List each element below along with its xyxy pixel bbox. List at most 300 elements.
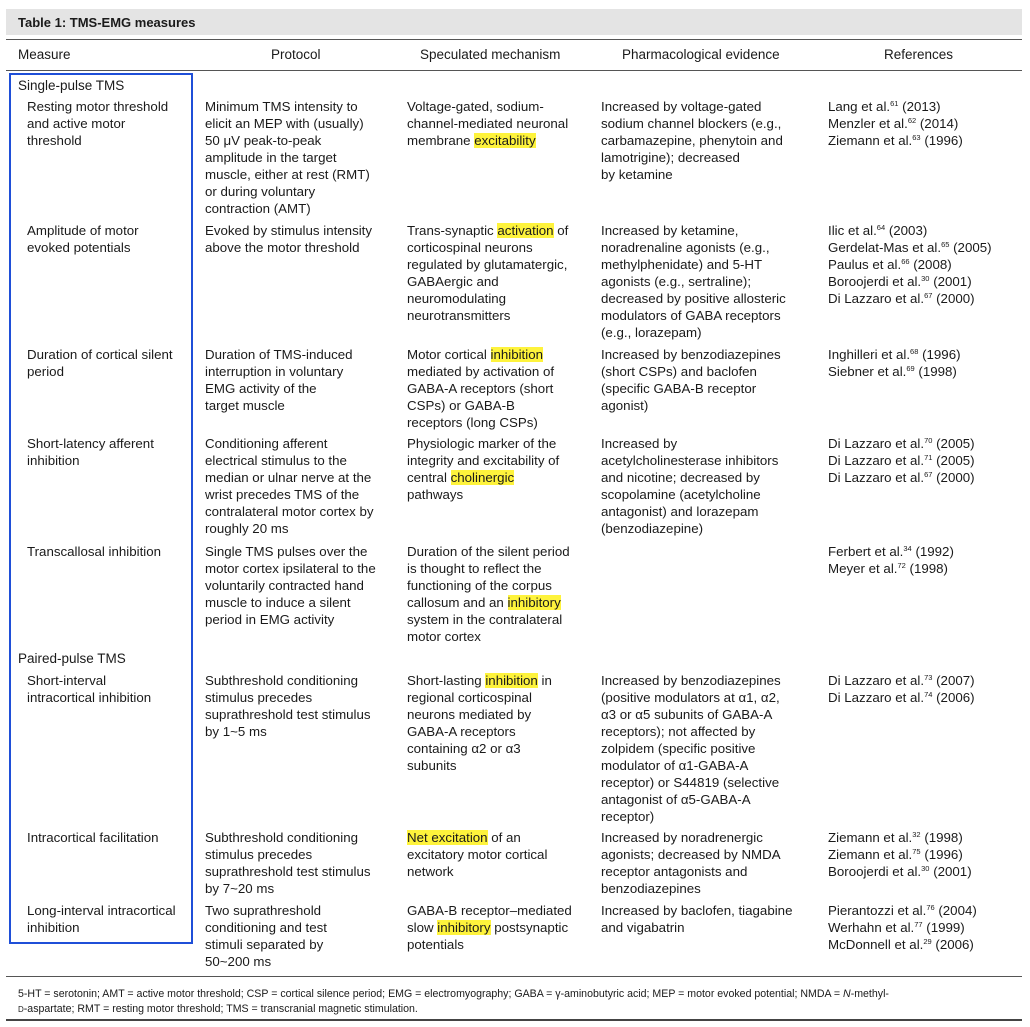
protocol-line: stimulus precedes	[205, 847, 313, 862]
reference-author: Gerdelat-Mas et al.	[828, 240, 942, 255]
mechanism-text: pathways	[407, 487, 464, 502]
evidence-line: carbamazepine, phenytoin and	[601, 133, 783, 148]
evidence-line: (positive modulators at α1, α2,	[601, 690, 780, 705]
mechanism-line	[407, 936, 572, 953]
evidence-line: modulator of α1-GABA-A	[601, 758, 749, 773]
reference-year: (1998)	[918, 364, 957, 379]
reference-year: (2000)	[936, 470, 975, 485]
reference-number: 73	[924, 673, 933, 682]
evidence-line: antagonist) and lorazepam	[601, 504, 759, 519]
measure-line: inhibition	[27, 920, 80, 935]
reference-number: 72	[897, 561, 906, 570]
measure-line: evoked potentials	[27, 240, 131, 255]
header-protocol: Protocol	[271, 47, 321, 62]
mechanism-text: potentials	[407, 937, 464, 952]
measure-line: period	[27, 364, 64, 379]
measure-line: Short-latency afferent	[27, 436, 154, 451]
reference-number: 64	[876, 223, 886, 232]
reference-year: (1998)	[924, 830, 963, 845]
reference-entry	[828, 560, 954, 577]
mechanism-text: membrane	[407, 133, 475, 148]
reference-entry	[828, 290, 992, 307]
reference-author: Di Lazzaro et al.	[828, 453, 925, 468]
evidence-line: sodium channel blockers (e.g.,	[601, 116, 782, 131]
reference-entry	[828, 469, 975, 486]
reference-year: (2001)	[933, 274, 972, 289]
protocol-line: Two suprathreshold	[205, 903, 322, 918]
reference-entry	[828, 273, 992, 290]
header-evidence: Pharmacological evidence	[622, 47, 780, 62]
mechanism-text: Duration of the silent period	[407, 544, 570, 559]
header-references: References	[884, 47, 954, 62]
protocol-line: motor cortex ipsilateral to the	[205, 561, 376, 576]
mechanism-text: channel-mediated neuronal	[407, 116, 569, 131]
mechanism-line	[407, 414, 554, 431]
measure-line: Long-interval intracortical	[27, 903, 176, 918]
reference-author: Ziemann et al.	[828, 830, 913, 845]
cell-mechanism	[407, 435, 559, 503]
evidence-line: methylphenidate) and 5-HT	[601, 257, 763, 272]
reference-author: Pierantozzi et al.	[828, 903, 927, 918]
mechanism-line	[407, 723, 552, 740]
header-top-rule	[6, 39, 1022, 40]
group-paired-pulse: Paired-pulse TMS	[18, 651, 126, 666]
reference-number: 30	[921, 864, 930, 873]
reference-year: (1999)	[926, 920, 965, 935]
reference-number: 67	[924, 291, 933, 300]
mechanism-line	[407, 628, 570, 645]
highlighted-keyword: inhibitory	[437, 920, 491, 935]
reference-number: 29	[923, 937, 932, 946]
cell-protocol	[205, 543, 376, 628]
mechanism-line	[407, 902, 572, 919]
protocol-line: suprathreshold test stimulus	[205, 707, 371, 722]
footnote-bottom-rule	[6, 1019, 1022, 1021]
mechanism-text: receptors (long CSPs)	[407, 415, 538, 430]
reference-year: (2005)	[953, 240, 992, 255]
mechanism-text: subunits	[407, 758, 457, 773]
protocol-line: Evoked by stimulus intensity	[205, 223, 373, 238]
reference-number: 63	[912, 133, 921, 142]
mechanism-text: regulated by glutamatergic,	[407, 257, 568, 272]
mechanism-line	[407, 740, 552, 757]
reference-number: 74	[924, 690, 933, 699]
mechanism-text: integrity and excitability of	[407, 453, 560, 468]
mechanism-text: containing α2 or α3	[407, 741, 521, 756]
reference-year: (2001)	[933, 864, 972, 879]
mechanism-line	[407, 594, 570, 611]
reference-year: (2008)	[913, 257, 952, 272]
reference-entry	[828, 115, 963, 132]
cell-protocol	[205, 98, 370, 217]
protocol-line: Duration of TMS-induced	[205, 347, 353, 362]
reference-author: Di Lazzaro et al.	[828, 673, 925, 688]
evidence-line: (short CSPs) and baclofen	[601, 364, 757, 379]
mechanism-text: neurotransmitters	[407, 308, 511, 323]
reference-author: Boroojerdi et al.	[828, 864, 922, 879]
cell-evidence	[601, 672, 781, 825]
protocol-line: voluntarily contracted hand	[205, 578, 364, 593]
mechanism-line	[407, 290, 568, 307]
reference-entry	[828, 222, 992, 239]
protocol-line: target muscle	[205, 398, 285, 413]
cell-mechanism	[407, 902, 572, 953]
protocol-line: stimulus precedes	[205, 690, 313, 705]
evidence-line: α3 or α5 subunits of GABA-A	[601, 707, 773, 722]
reference-number: 66	[901, 257, 910, 266]
protocol-line: Minimum TMS intensity to	[205, 99, 358, 114]
protocol-line: 50 μV peak-to-peak	[205, 133, 322, 148]
cell-evidence	[601, 829, 781, 897]
cell-mechanism	[407, 222, 568, 324]
evidence-line: Increased by benzodiazepines	[601, 347, 781, 362]
evidence-line: receptor) or S44819 (selective	[601, 775, 780, 790]
mechanism-line	[407, 757, 552, 774]
cell-protocol	[205, 346, 353, 414]
protocol-line: or during voluntary	[205, 184, 316, 199]
reference-number: 32	[912, 830, 921, 839]
evidence-line: and nicotine; decreased by	[601, 470, 760, 485]
highlighted-keyword: inhibition	[485, 673, 538, 688]
measure-line: threshold	[27, 133, 82, 148]
reference-number: 62	[907, 116, 917, 125]
reference-number: 68	[910, 347, 919, 356]
mechanism-text: of	[553, 223, 569, 238]
evidence-line: Increased by	[601, 436, 678, 451]
mechanism-line	[407, 577, 570, 594]
cell-protocol	[205, 829, 371, 897]
evidence-line: agonists; decreased by NMDA	[601, 847, 781, 862]
protocol-line: muscle, either at rest (RMT)	[205, 167, 370, 182]
evidence-line: Increased by voltage-gated	[601, 99, 762, 114]
protocol-line: roughly 20 ms	[205, 521, 289, 536]
reference-author: Di Lazzaro et al.	[828, 470, 925, 485]
reference-author: Menzler et al.	[828, 116, 908, 131]
mechanism-line	[407, 115, 568, 132]
mechanism-line	[407, 469, 559, 486]
protocol-line: 50~200 ms	[205, 954, 272, 969]
reference-year: (2000)	[936, 291, 975, 306]
reference-author: Ferbert et al.	[828, 544, 904, 559]
reference-entry	[828, 902, 977, 919]
cell-protocol	[205, 435, 374, 537]
evidence-line: benzodiazepines	[601, 881, 701, 896]
mechanism-text: Voltage-gated, sodium-	[407, 99, 544, 114]
cell-mechanism	[407, 543, 570, 645]
mechanism-text: neuromodulating	[407, 291, 507, 306]
mechanism-text: Physiologic marker of the	[407, 436, 557, 451]
protocol-line: wrist precedes TMS of the	[205, 487, 360, 502]
reference-author: Siebner et al.	[828, 364, 907, 379]
protocol-line: electrical stimulus to the	[205, 453, 347, 468]
protocol-line: EMG activity of the	[205, 381, 317, 396]
mechanism-line	[407, 380, 554, 397]
evidence-line: Increased by benzodiazepines	[601, 673, 781, 688]
mechanism-text: GABA-B receptor–mediated	[407, 903, 572, 918]
evidence-line: decreased by positive allosteric	[601, 291, 786, 306]
reference-number: 61	[890, 99, 899, 108]
measure-line: Duration of cortical silent	[27, 347, 173, 362]
evidence-line: Increased by baclofen, tiagabine	[601, 903, 793, 918]
mechanism-line	[407, 346, 554, 363]
mechanism-text: Motor cortical	[407, 347, 491, 362]
mechanism-line	[407, 863, 547, 880]
reference-number: 75	[912, 847, 921, 856]
protocol-line: Single TMS pulses over the	[205, 544, 368, 559]
reference-year: (2006)	[936, 690, 975, 705]
cell-references	[828, 222, 992, 307]
evidence-line: scopolamine (acetylcholine	[601, 487, 761, 502]
reference-author: Ilic et al.	[828, 223, 877, 238]
cell-protocol	[205, 222, 372, 256]
measure-line: intracortical inhibition	[27, 690, 152, 705]
reference-author: Werhahn et al.	[828, 920, 915, 935]
mechanism-line	[407, 363, 554, 380]
mechanism-text: in	[537, 673, 552, 688]
mechanism-line	[407, 98, 568, 115]
footnote-line2: D-aspartate; RMT = resting motor threshold; TMS = transcranial magnetic stimulation.	[18, 1003, 418, 1015]
protocol-line: conditioning and test	[205, 920, 327, 935]
evidence-line: lamotrigine); decreased	[601, 150, 740, 165]
highlighted-keyword: Net excitation	[407, 830, 488, 845]
cell-evidence	[601, 902, 792, 936]
mechanism-text: network	[407, 864, 454, 879]
measure-line: Resting motor threshold	[27, 99, 169, 114]
reference-author: Lang et al.	[828, 99, 891, 114]
mechanism-line	[407, 689, 552, 706]
reference-number: 76	[926, 903, 935, 912]
evidence-line: Increased by ketamine,	[601, 223, 739, 238]
cell-mechanism	[407, 672, 552, 774]
mechanism-text: corticospinal neurons	[407, 240, 533, 255]
reference-entry	[828, 98, 963, 115]
protocol-line: Subthreshold conditioning	[205, 830, 359, 845]
cell-references	[828, 98, 963, 149]
cell-mechanism	[407, 346, 554, 431]
cell-protocol	[205, 902, 327, 970]
reference-entry	[828, 256, 992, 273]
reference-author: Ziemann et al.	[828, 847, 913, 862]
mechanism-line	[407, 256, 568, 273]
reference-year: (1996)	[924, 847, 963, 862]
highlighted-keyword: inhibitory	[507, 595, 561, 610]
mechanism-text: motor cortex	[407, 629, 481, 644]
mechanism-text: system in the contralateral	[407, 612, 563, 627]
reference-year: (2006)	[935, 937, 974, 952]
protocol-line: stimuli separated by	[205, 937, 324, 952]
evidence-line: agonist)	[601, 398, 649, 413]
reference-entry	[828, 452, 975, 469]
protocol-line: above the motor threshold	[205, 240, 360, 255]
table-bottom-rule	[6, 976, 1022, 977]
cell-references	[828, 829, 972, 880]
mechanism-line	[407, 611, 570, 628]
protocol-line: amplitude in the target	[205, 150, 337, 165]
highlighted-keyword: cholinergic	[450, 470, 515, 485]
mechanism-line	[407, 672, 552, 689]
protocol-line: suprathreshold test stimulus	[205, 864, 371, 879]
measure-line: and active motor	[27, 116, 126, 131]
mechanism-text: of an	[487, 830, 521, 845]
mechanism-line	[407, 307, 568, 324]
header-bottom-rule	[6, 70, 1022, 71]
mechanism-text: central	[407, 470, 451, 485]
mechanism-text: mediated by activation of	[407, 364, 555, 379]
footnote-line1: 5-HT = serotonin; AMT = active motor threshold; CSP = cortical silence period; EMG = electromyography; GABA = γ-aminobutyric acid; MEP = motor evoked potential; NMDA = N-methyl-	[18, 988, 889, 1000]
protocol-line: interruption in voluntary	[205, 364, 344, 379]
reference-author: Di Lazzaro et al.	[828, 690, 925, 705]
mechanism-line	[407, 543, 570, 560]
reference-year: (2007)	[936, 673, 975, 688]
measure-line: Amplitude of motor	[27, 223, 139, 238]
reference-author: McDonnell et al.	[828, 937, 924, 952]
protocol-line: muscle to induce a silent	[205, 595, 351, 610]
highlighted-keyword: activation	[497, 223, 554, 238]
protocol-line: elicit an MEP with (usually)	[205, 116, 364, 131]
evidence-line: zolpidem (specific positive	[601, 741, 756, 756]
reference-number: 34	[903, 544, 912, 553]
evidence-line: and vigabatrin	[601, 920, 685, 935]
reference-number: 70	[924, 436, 933, 445]
cell-references	[828, 435, 975, 486]
table-title: Table 1: TMS-EMG measures	[18, 15, 196, 30]
reference-number: 67	[924, 470, 933, 479]
protocol-line: by 1~5 ms	[205, 724, 267, 739]
reference-year: (1992)	[915, 544, 954, 559]
evidence-line: by ketamine	[601, 167, 673, 182]
cell-protocol	[205, 672, 371, 740]
reference-author: Paulus et al.	[828, 257, 902, 272]
reference-number: 71	[924, 453, 933, 462]
reference-entry	[828, 132, 963, 149]
highlighted-keyword: inhibition	[490, 347, 543, 362]
measure-line: Transcallosal inhibition	[27, 544, 162, 559]
evidence-line: agonists (e.g., sertraline);	[601, 274, 752, 289]
reference-year: (2014)	[919, 116, 959, 131]
reference-entry	[828, 346, 961, 363]
evidence-line: (specific GABA-B receptor	[601, 381, 757, 396]
mechanism-line	[407, 273, 568, 290]
reference-year: (1996)	[924, 133, 963, 148]
reference-entry	[828, 543, 954, 560]
mechanism-text: GABA-A receptors (short	[407, 381, 554, 396]
protocol-line: Conditioning afferent	[205, 436, 328, 451]
measure-line: Intracortical facilitation	[27, 830, 159, 845]
evidence-line: (e.g., lorazepam)	[601, 325, 702, 340]
cell-evidence	[601, 98, 783, 183]
mechanism-line	[407, 435, 559, 452]
mechanism-line	[407, 829, 547, 846]
mechanism-line	[407, 560, 570, 577]
reference-number: 65	[941, 240, 950, 249]
cell-references	[828, 346, 961, 380]
reference-entry	[828, 672, 975, 689]
reference-entry	[828, 936, 977, 953]
reference-entry	[828, 239, 992, 256]
protocol-line: contralateral motor cortex by	[205, 504, 374, 519]
reference-entry	[828, 689, 975, 706]
protocol-line: contraction (AMT)	[205, 201, 311, 216]
mechanism-line	[407, 919, 572, 936]
measure-line: Short-interval	[27, 673, 107, 688]
mechanism-text: callosum and an	[407, 595, 508, 610]
protocol-line: median or ulnar nerve at the	[205, 470, 372, 485]
header-mechanism: Speculated mechanism	[420, 47, 561, 62]
reference-number: 30	[921, 274, 930, 283]
highlighted-keyword: excitability	[474, 133, 536, 148]
reference-entry	[828, 919, 977, 936]
evidence-line: noradrenaline agonists (e.g.,	[601, 240, 770, 255]
mechanism-line	[407, 222, 568, 239]
cell-evidence	[601, 222, 786, 341]
reference-entry	[828, 435, 975, 452]
mechanism-text: is thought to reflect the	[407, 561, 542, 576]
reference-author: Di Lazzaro et al.	[828, 436, 925, 451]
mechanism-text: GABAergic and	[407, 274, 499, 289]
cell-mechanism	[407, 829, 547, 880]
protocol-line: by 7~20 ms	[205, 881, 275, 896]
header-measure: Measure	[18, 47, 71, 62]
evidence-line: receptor)	[601, 809, 655, 824]
measure-column-highlight-box	[9, 73, 193, 944]
group-single-pulse: Single-pulse TMS	[18, 78, 125, 93]
mechanism-text: slow	[407, 920, 438, 935]
reference-entry	[828, 863, 972, 880]
cell-references	[828, 672, 975, 706]
measure-line: inhibition	[27, 453, 80, 468]
reference-author: Ziemann et al.	[828, 133, 913, 148]
mechanism-line	[407, 132, 568, 149]
reference-year: (2005)	[936, 453, 975, 468]
reference-year: (2004)	[938, 903, 977, 918]
mechanism-line	[407, 846, 547, 863]
reference-number: 69	[906, 364, 915, 373]
reference-number: 77	[914, 920, 923, 929]
mechanism-line	[407, 452, 559, 469]
reference-year: (1998)	[909, 561, 948, 576]
mechanism-text: postsynaptic	[490, 920, 569, 935]
reference-entry	[828, 829, 972, 846]
evidence-line: Increased by noradrenergic	[601, 830, 763, 845]
reference-author: Boroojerdi et al.	[828, 274, 922, 289]
cell-mechanism	[407, 98, 568, 149]
evidence-line: receptors); not affected by	[601, 724, 756, 739]
reference-year: (2013)	[902, 99, 941, 114]
mechanism-text: Short-lasting	[407, 673, 486, 688]
mechanism-text: neurons mediated by	[407, 707, 532, 722]
reference-year: (2005)	[936, 436, 975, 451]
cell-evidence	[601, 435, 778, 537]
reference-year: (1996)	[922, 347, 961, 362]
cell-references	[828, 543, 954, 577]
mechanism-text: GABA-A receptors	[407, 724, 516, 739]
mechanism-text: regional corticospinal	[407, 690, 532, 705]
cell-references	[828, 902, 977, 953]
cell-evidence	[601, 346, 781, 414]
reference-year: (2003)	[888, 223, 928, 238]
evidence-line: acetylcholinesterase inhibitors	[601, 453, 779, 468]
reference-author: Di Lazzaro et al.	[828, 291, 925, 306]
reference-author: Meyer et al.	[828, 561, 898, 576]
protocol-line: period in EMG activity	[205, 612, 335, 627]
mechanism-line	[407, 239, 568, 256]
mechanism-line	[407, 486, 559, 503]
protocol-line: Subthreshold conditioning	[205, 673, 359, 688]
mechanism-line	[407, 397, 554, 414]
reference-author: Inghilleri et al.	[828, 347, 911, 362]
reference-entry	[828, 363, 961, 380]
table-footnote	[18, 987, 889, 1017]
